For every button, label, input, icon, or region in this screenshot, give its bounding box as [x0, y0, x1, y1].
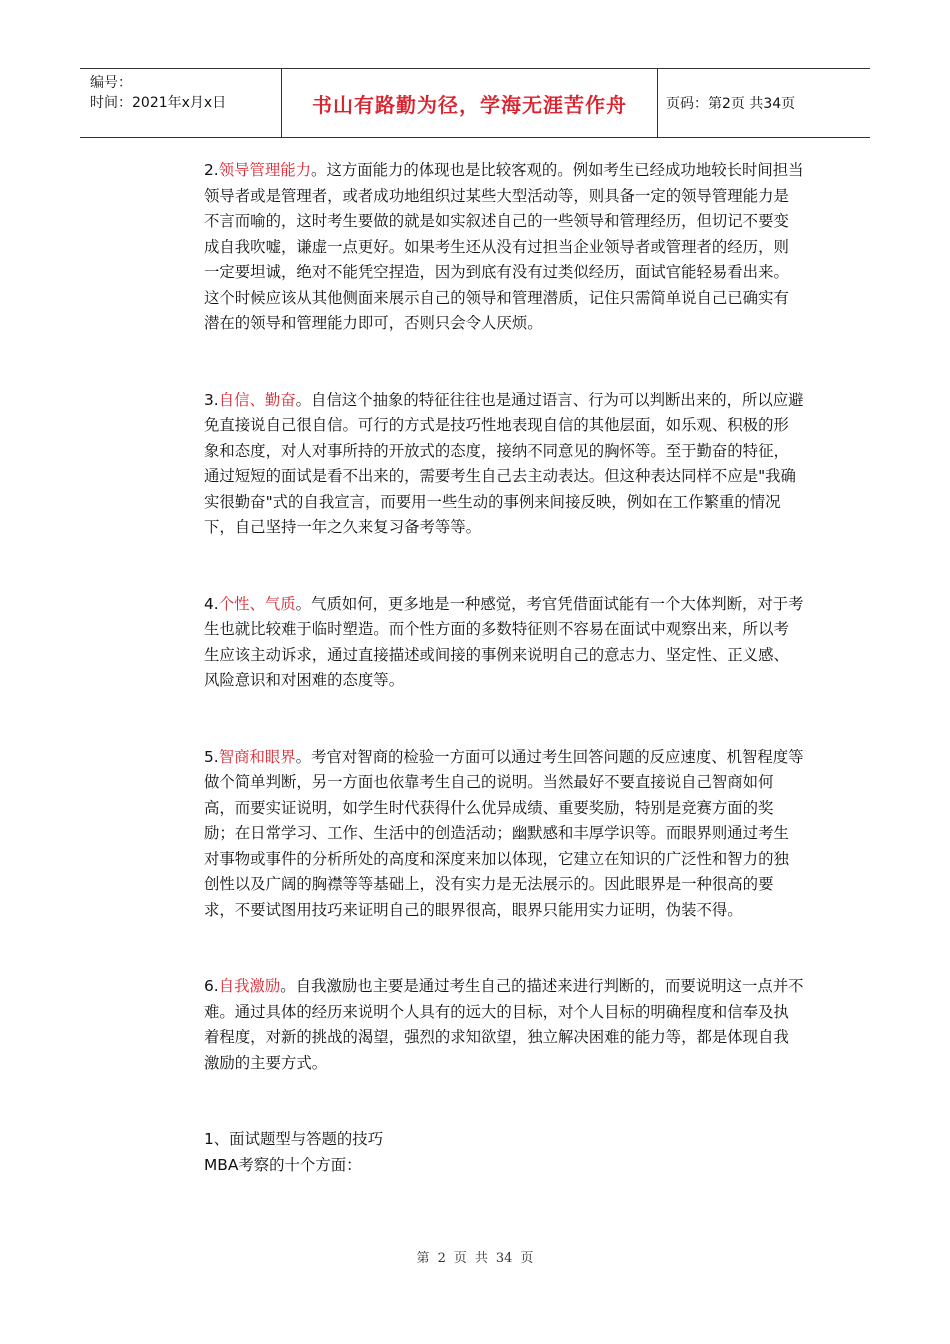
section-title: 个性、气质	[218, 594, 296, 613]
section-title: 自信、勤奋	[218, 390, 296, 409]
section-number: 5.	[204, 747, 219, 766]
section-body: 。考官对智商的检验一方面可以通过考生回答问题的反应速度、机智程度等做个简单判断，另一方面也依靠考生自己的说明。当然最好不要直接说自己智商如何高，而要实证说明，如学生时代获得什么优异成绩、重要奖励，特别是竞赛方面的奖励；在日常学习、工作、生活中的创造活动；幽默感和丰厚学识等。而眼界则通过考生对事物或事件的分析所处的高度和深度来加以体现，它建立在知识的广泛性和智力的独创性以及广阔的胸襟等等基础上，没有实力是无法展示的。因此眼界是一种很高的要求，不要试图用技巧来证明自己的眼界很高，眼界只能用实力证明，伪装不得。	[204, 747, 804, 919]
footer-total-pages: 34	[495, 1251, 513, 1266]
spacer	[204, 694, 804, 745]
section-confidence	[204, 388, 804, 541]
section-body: 。气质如何，更多地是一种感觉，考官凭借面试能有一个大体判断，对于考生也就比较难于临时塑造。而个性方面的多数特征则不容易在面试中观察出来，所以考生应该主动诉求，通过直接描述或间接的事例来说明自己的意志力、坚定性、正义感、风险意识和对困难的态度等。	[204, 594, 804, 689]
header-motto-cell	[282, 69, 658, 137]
section-body: 。自信这个抽象的特征往往也是通过语言、行为可以判断出来的，所以应避免直接说自己很自信。可行的方式是技巧性地表现自信的其他层面，如乐观、积极的形象和态度，对人对事所持的开放式的态度，接纳不同意见的胸怀等。至于勤奋的特征，通过短短的面试是看不出来的，需要考生自己去主动表达。但这种表达同样不应是"我确实很勤奋"式的自我宣言，而要用一些生动的事例来间接反映，例如在工作繁重的情况下，自己坚持一年之久来复习备考等等。	[204, 390, 804, 536]
section-body: 。自我激励也主要是通过考生自己的描述来进行判断的，而要说明这一点并不难。通过具体的经历来说明个人具有的远大的目标，对个人目标的明确程度和信奉及执着程度，对新的挑战的渴望，强烈的求知欲望，独立解决困难的能力等，都是体现自我激励的主要方式。	[204, 977, 804, 1072]
document-date: 时间：2021年x月x日	[90, 95, 227, 111]
document-number-label: 编号：	[90, 75, 132, 91]
header-page-info: 页码：第2页 共34页	[666, 96, 796, 112]
section-title: 领导管理能力	[218, 161, 312, 179]
section-body: 。这方面能力的体现也是比较客观的。例如考生已经成功地较长时间担当领导者或是管理者，或者成功地组织过某些大型活动等，则具备一定的领导管理能力是不言而喻的，这时考生要做的就是如实叙述自己的一些领导和管理经历，但切记不要变成自我吹嘘，谦虚一点更好。如果考生还从没有过担当企业领导者或管理者的经历，则一定要坦诚，绝对不能凭空捏造，因为到底有没有过类似经历，面试官能轻易看出来。这个时候应该从其他侧面来展示自己的领导和管理潜质，记住只需简单说自己已确实有潜在的领导和管理能力即可，否则只会令人厌烦。	[204, 161, 804, 332]
section-number: 6.	[204, 977, 219, 995]
header-motto: 书山有路勤为径，学海无涯苦作舟	[312, 92, 627, 117]
subheading-mba-ten-aspects: MBA考察的十个方面：	[204, 1155, 362, 1174]
footer-di: 第	[416, 1251, 430, 1266]
section-personality	[204, 592, 804, 694]
section-self-motivation	[204, 974, 804, 1076]
section-number: 2.	[204, 161, 219, 179]
section-number: 4.	[204, 594, 219, 613]
spacer	[204, 337, 804, 388]
header-meta	[80, 69, 282, 137]
footer-ye2: 页	[520, 1251, 534, 1266]
section-title: 智商和眼界	[218, 747, 296, 766]
section-number: 3.	[204, 390, 219, 409]
spacer	[204, 1076, 804, 1127]
subheading-question-types: 1、面试题型与答题的技巧	[204, 1130, 384, 1148]
section-title: 自我激励	[218, 977, 281, 995]
header-page-cell	[658, 69, 870, 137]
section-intelligence	[204, 745, 804, 924]
spacer	[204, 923, 804, 974]
page-header	[80, 68, 870, 138]
footer-ye: 页	[453, 1251, 467, 1266]
footer-page-number: 2	[437, 1251, 446, 1266]
page-footer	[0, 1247, 950, 1266]
spacer	[204, 541, 804, 592]
footer-gong: 共	[474, 1251, 488, 1266]
section-leadership	[204, 158, 804, 337]
document-body	[204, 158, 804, 1178]
